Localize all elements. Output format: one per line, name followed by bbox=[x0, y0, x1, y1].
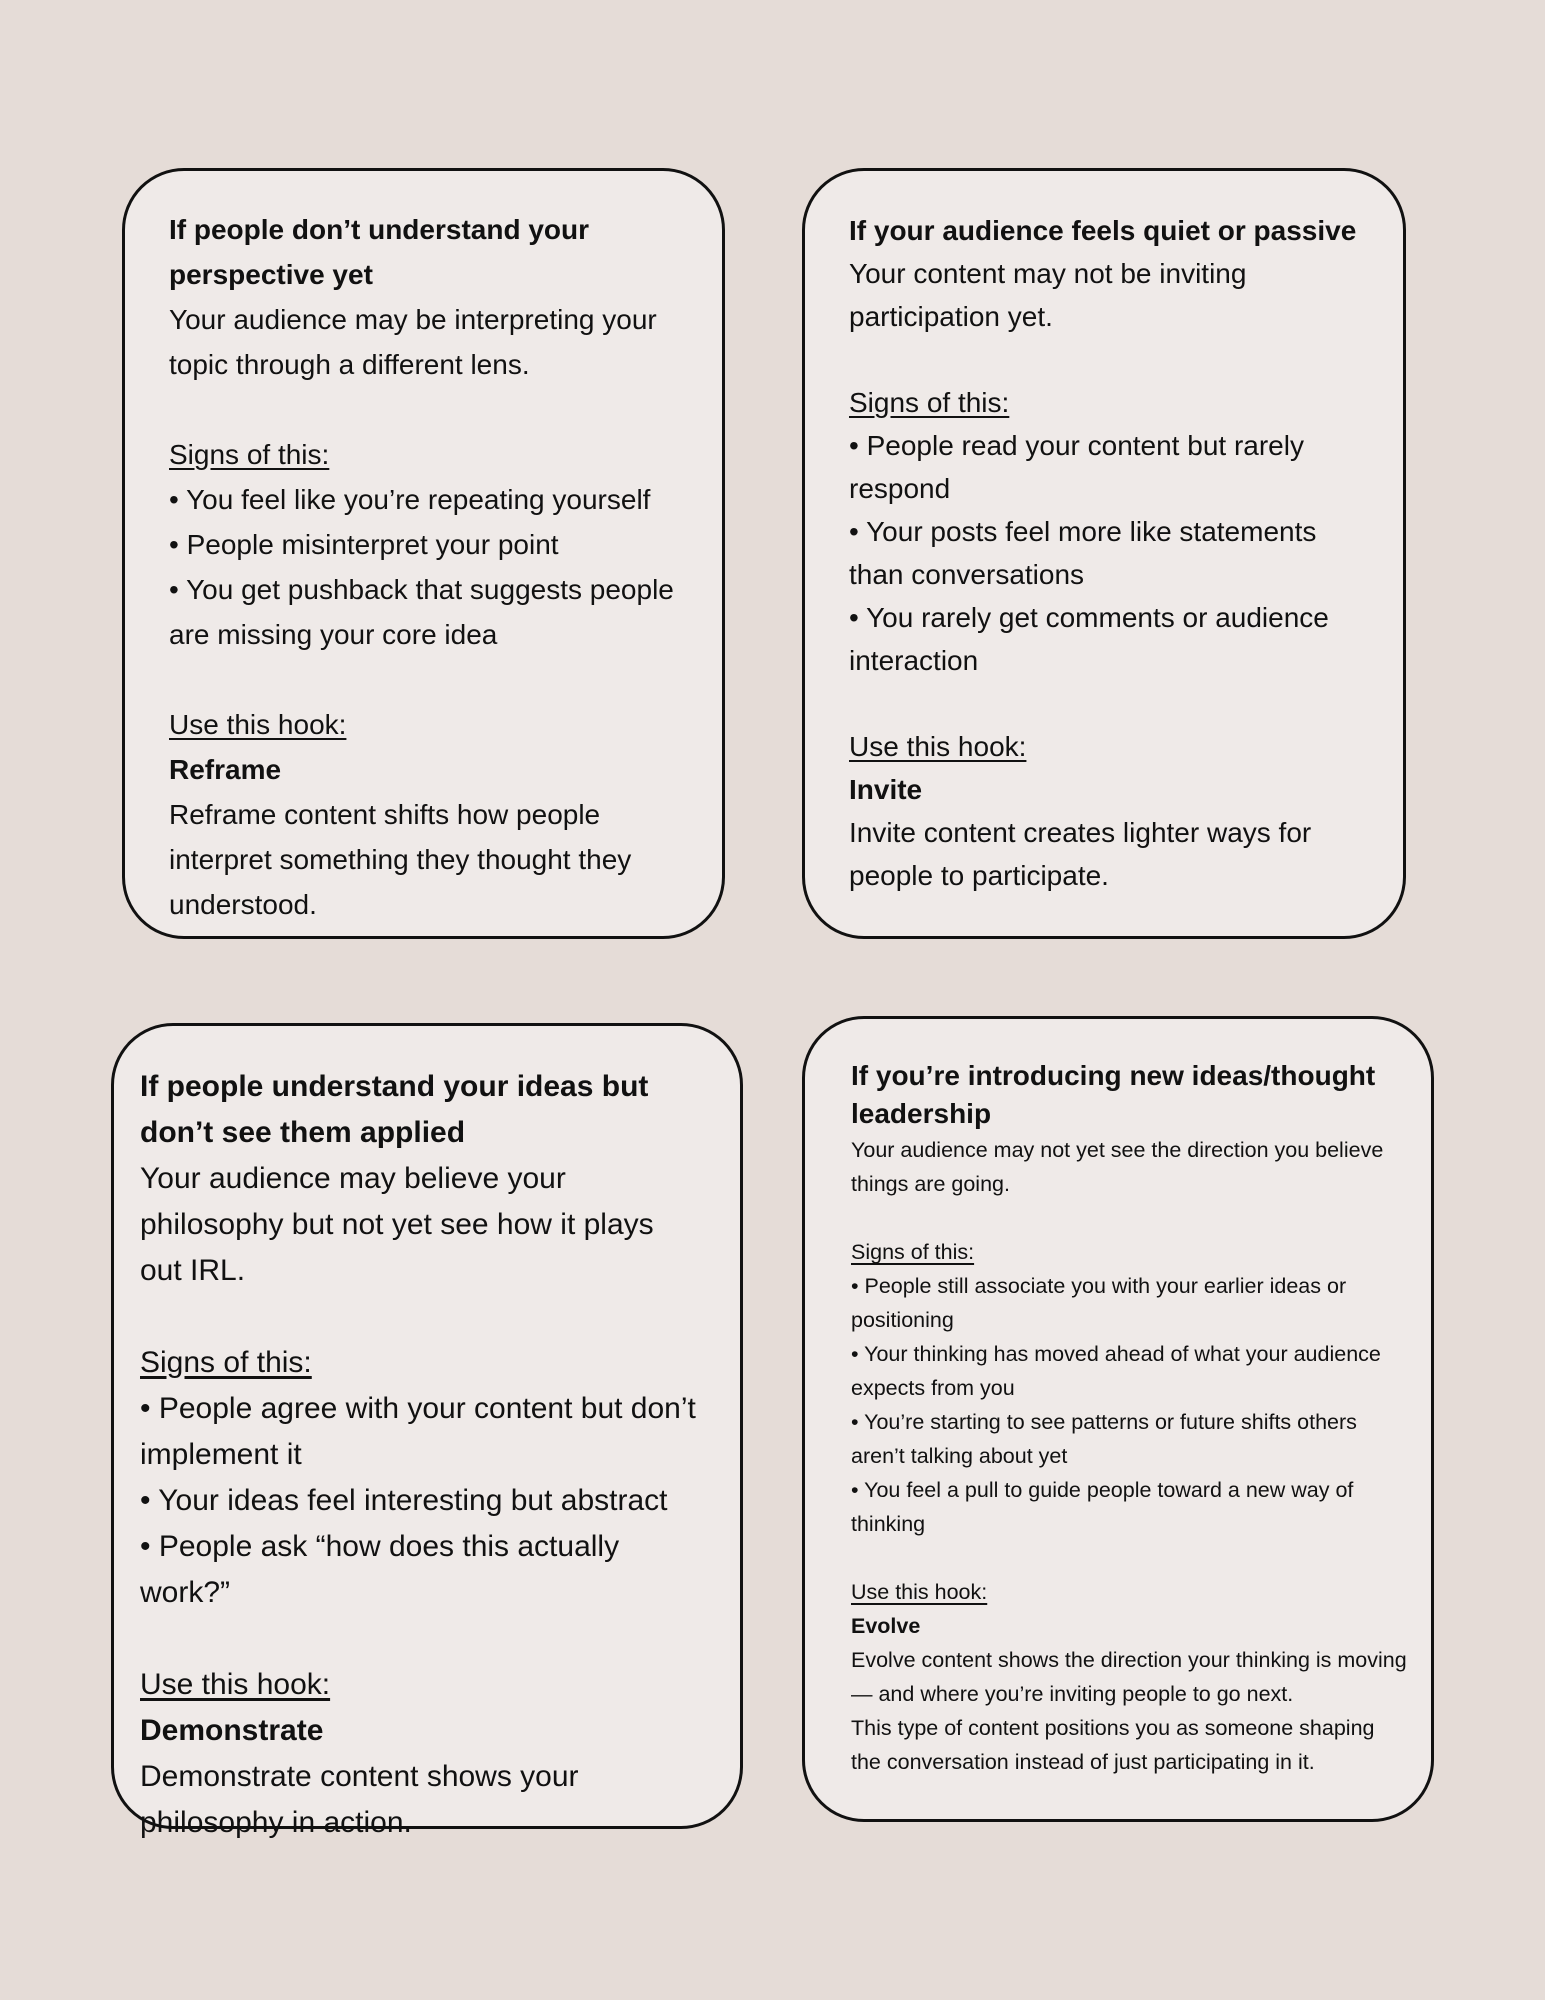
sign-item: • You rarely get comments or audience interaction bbox=[849, 602, 1329, 676]
sign-item: • Your ideas feel interesting but abstract bbox=[140, 1484, 668, 1517]
hook-label: Use this hook: bbox=[849, 731, 1027, 762]
card-title: If people don’t understand your perspective yet bbox=[169, 214, 589, 290]
sign-item: • Your posts feel more like statements than conversations bbox=[849, 516, 1317, 590]
hook-name: Reframe bbox=[169, 754, 282, 785]
sign-item: • People read your content but rarely respond bbox=[849, 430, 1304, 504]
hook-description: Reframe content shifts how people interpret something they thought they understood. bbox=[169, 799, 632, 920]
sign-item: • People misinterpret your point bbox=[169, 529, 559, 560]
sign-item: • You get pushback that suggests people are missing your core idea bbox=[169, 574, 674, 650]
card-description: Your audience may be interpreting your topic through a different lens. bbox=[169, 304, 657, 380]
card-description: Your content may not be inviting participation yet. bbox=[849, 258, 1247, 332]
card-title: If your audience feels quiet or passive bbox=[849, 215, 1357, 246]
card-reframe bbox=[122, 168, 725, 939]
card-invite bbox=[802, 168, 1406, 939]
hook-label: Use this hook: bbox=[851, 1580, 988, 1604]
hook-description: Evolve content shows the direction your thinking is moving — and where you’re inviting people to go next. bbox=[851, 1648, 1407, 1706]
hook-name: Invite bbox=[849, 774, 923, 805]
hook-description: Invite content creates lighter ways for people to participate. bbox=[849, 817, 1312, 891]
sign-item: • People ask “how does this actually work?” bbox=[140, 1530, 620, 1609]
card-demonstrate bbox=[111, 1023, 743, 1839]
signs-label: Signs of this: bbox=[140, 1346, 312, 1379]
hook-label: Use this hook: bbox=[140, 1668, 331, 1701]
sign-item: • People still associate you with your earlier ideas or positioning bbox=[851, 1274, 1347, 1332]
card-evolve bbox=[802, 1016, 1434, 1822]
hook-description-extra: This type of content positions you as someone shaping the conversation instead of just participating in it. bbox=[851, 1716, 1375, 1774]
card-title: If you’re introducing new ideas/thought leadership bbox=[851, 1060, 1376, 1129]
hook-label: Use this hook: bbox=[169, 709, 347, 740]
sign-item: • You’re starting to see patterns or future shifts others aren’t talking about yet bbox=[851, 1410, 1357, 1468]
card-description: Your audience may believe your philosophy but not yet see how it plays out IRL. bbox=[140, 1162, 654, 1287]
card-title: If people understand your ideas but don’t see them applied bbox=[140, 1070, 649, 1149]
sign-item: • You feel a pull to guide people toward a new way of thinking bbox=[851, 1478, 1354, 1536]
sign-item: • People agree with your content but don’t implement it bbox=[140, 1392, 696, 1471]
card-description: Your audience may not yet see the direction you believe things are going. bbox=[851, 1138, 1384, 1196]
sign-item: • Your thinking has moved ahead of what your audience expects from you bbox=[851, 1342, 1381, 1400]
signs-label: Signs of this: bbox=[169, 439, 330, 470]
hook-description: Demonstrate content shows your philosophy in action. bbox=[140, 1760, 579, 1839]
sign-item: • You feel like you’re repeating yourself bbox=[169, 484, 651, 515]
hook-name: Evolve bbox=[851, 1614, 921, 1638]
signs-label: Signs of this: bbox=[849, 387, 1010, 418]
signs-label: Signs of this: bbox=[851, 1240, 975, 1264]
hook-name: Demonstrate bbox=[140, 1714, 324, 1747]
